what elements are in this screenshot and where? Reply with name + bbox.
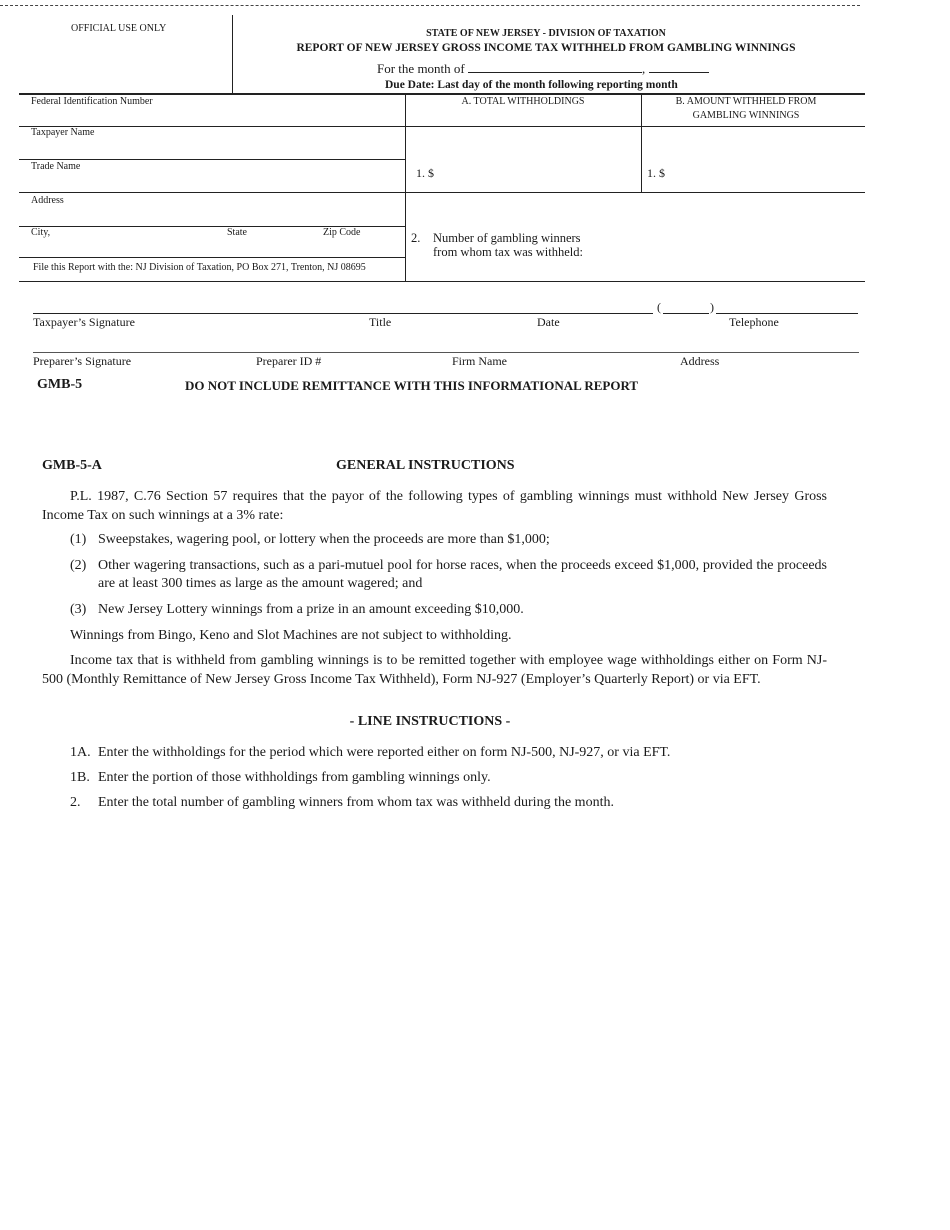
list-item-number: (1)	[70, 532, 87, 547]
official-use-label: OFFICIAL USE ONLY	[71, 23, 167, 34]
phone-open-paren: (	[657, 300, 661, 314]
month-label: For the month of	[377, 61, 465, 76]
line-instructions-heading: - LINE INSTRUCTIONS -	[349, 714, 511, 729]
line-instruction-number: 1B.	[70, 770, 90, 785]
month-field	[377, 61, 709, 77]
line-1b-input[interactable]: 1. $	[647, 166, 665, 180]
state-field[interactable]: State	[227, 227, 247, 238]
preparer-id-label: Preparer ID #	[256, 354, 322, 368]
taxpayer-name-field[interactable]: Taxpayer Name	[31, 127, 95, 138]
remittance-notice: DO NOT INCLUDE REMITTANCE WITH THIS INFORMATIONAL REPORT	[185, 378, 639, 393]
title-label: Title	[369, 315, 392, 329]
list-item	[70, 557, 827, 593]
line-2-label-2: from whom tax was withheld:	[433, 245, 583, 259]
line-instruction-number: 1A.	[70, 745, 91, 760]
remittance-paragraph: Income tax that is withheld from gambling winnings is to be remitted together with employee wage withholdings either on Form NJ-500 (Monthly Remittance of New Jersey Gross Income Tax Withheld), Form NJ-927 (Employer’s Quarterly Report) or via EFT.	[42, 653, 827, 687]
line-instruction	[70, 744, 827, 762]
line-instruction-text: Enter the portion of those withholdings from gambling winnings only.	[98, 770, 491, 785]
intro-paragraph: P.L. 1987, C.76 Section 57 requires that the payor of the following types of gambling winnings must withhold New Jersey Gross Income Tax on such winnings at a 3% rate:	[42, 489, 827, 523]
grid-bottom-line	[19, 281, 865, 282]
line-2-label-1: Number of gambling winners	[433, 231, 581, 245]
taxpayer-signature-line[interactable]	[33, 313, 653, 314]
preparer-signature-label: Preparer’s Signature	[33, 354, 132, 368]
month-comma: ,	[642, 61, 646, 76]
col-b-header-line1: B. AMOUNT WITHHELD FROM	[675, 96, 817, 107]
line-instruction-text: Enter the total number of gambling winners from whom tax was withheld during the month.	[98, 795, 614, 810]
row-line-5	[19, 257, 405, 258]
firm-name-label: Firm Name	[452, 354, 507, 368]
line-instruction-text: Enter the withholdings for the period which were reported either on form NJ-500, NJ-927, or via EFT.	[98, 745, 671, 760]
line-2-number: 2.	[411, 231, 421, 245]
trade-name-field[interactable]: Trade Name	[31, 161, 81, 172]
row-line-2	[19, 159, 405, 160]
taxpayer-signature-label: Taxpayer’s Signature	[33, 315, 135, 329]
general-instructions-heading: GENERAL INSTRUCTIONS	[336, 458, 515, 473]
line-instruction-number: 2.	[70, 795, 81, 810]
row-line-1	[19, 126, 865, 127]
line-1a-input[interactable]: 1. $	[416, 166, 434, 180]
col-b-header-line2: GAMBLING WINNINGS	[692, 110, 800, 121]
line-2-input[interactable]	[610, 240, 850, 258]
instructions-code: GMB-5-A	[42, 458, 102, 473]
telephone-label: Telephone	[729, 315, 779, 329]
month-input[interactable]	[468, 61, 642, 73]
list-item-text: Other wagering transactions, such as a pari-mutuel pool for horse races, when the proceeds exceed $1,000, provided the proceeds are at least 300 times as large as the amount wagered; and	[98, 558, 827, 591]
row-line-3	[19, 192, 865, 193]
list-item	[70, 601, 827, 619]
header-divider	[232, 15, 233, 93]
grid-top-line	[19, 93, 865, 95]
area-code-line[interactable]	[663, 313, 709, 314]
file-with-note: File this Report with the: NJ Division of Taxation, PO Box 271, Trenton, NJ 08695	[33, 262, 366, 273]
agency-name: STATE OF NEW JERSEY - DIVISION OF TAXATION	[426, 28, 666, 39]
zip-field[interactable]: Zip Code	[323, 227, 361, 238]
date-label: Date	[537, 315, 560, 329]
year-input[interactable]	[649, 61, 709, 73]
col-a-header: A. TOTAL WITHHOLDINGS	[461, 96, 585, 107]
list-item-text: Sweepstakes, wagering pool, or lottery when the proceeds are more than $1,000;	[98, 532, 550, 547]
list-item-text: New Jersey Lottery winnings from a prize in an amount exceeding $10,000.	[98, 602, 524, 617]
preparer-signature-line[interactable]	[33, 352, 859, 353]
grid-col-divider	[641, 93, 642, 192]
phone-close-paren: )	[710, 300, 714, 314]
cut-line	[0, 5, 860, 6]
preparer-address-label: Address	[680, 354, 720, 368]
fein-field[interactable]: Federal Identification Number	[31, 96, 153, 107]
list-item-number: (3)	[70, 602, 87, 617]
line-instruction	[70, 794, 827, 812]
grid-mid-divider	[405, 93, 406, 281]
form-title: REPORT OF NEW JERSEY GROSS INCOME TAX WITHHELD FROM GAMBLING WINNINGS	[296, 42, 796, 54]
form-code: GMB-5	[37, 377, 83, 392]
due-date: Due Date: Last day of the month following reporting month	[385, 79, 678, 91]
list-item	[70, 531, 827, 549]
address-field[interactable]: Address	[31, 195, 64, 206]
city-field[interactable]: City,	[31, 227, 51, 238]
telephone-line[interactable]	[716, 313, 858, 314]
line-instruction	[70, 769, 827, 787]
list-item-number: (2)	[70, 558, 87, 573]
bingo-note: Winnings from Bingo, Keno and Slot Machines are not subject to withholding.	[70, 628, 512, 643]
